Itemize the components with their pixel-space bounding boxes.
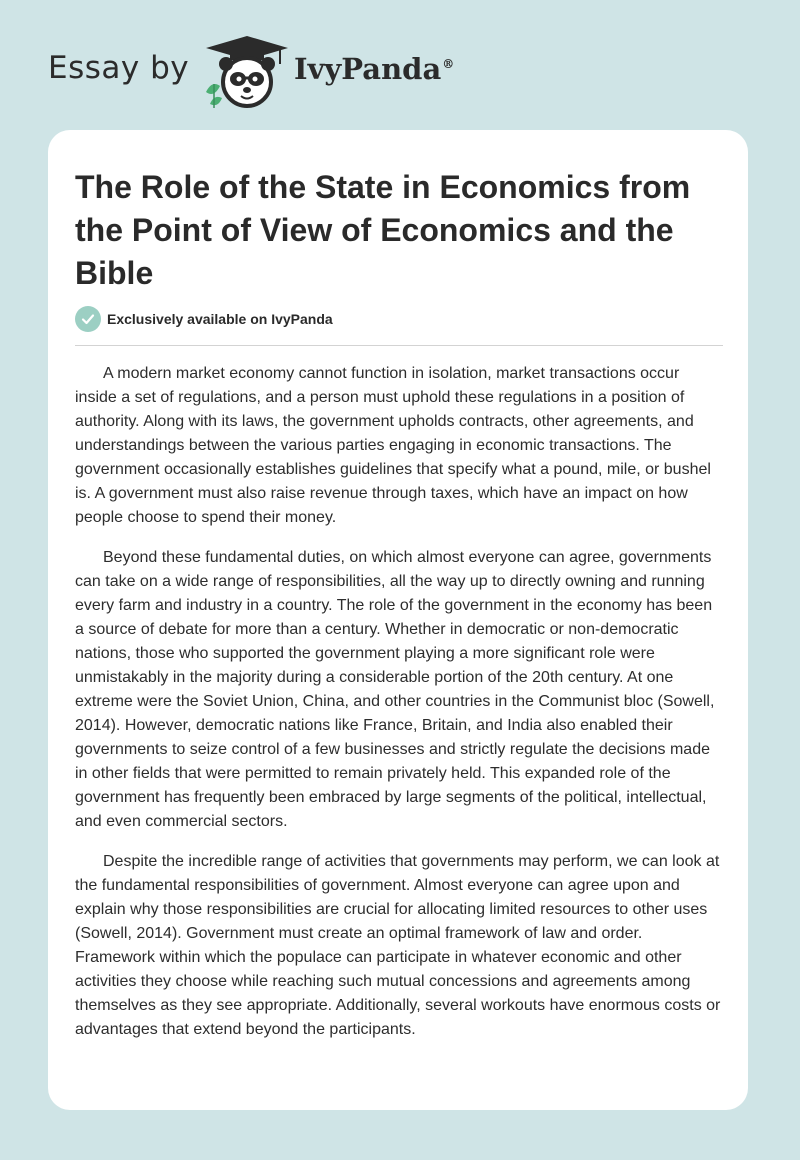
ivypanda-logo-icon[interactable] [200,34,295,110]
essay-title: The Role of the State in Economics from the Point of View of Economics and the Bible [75,169,691,291]
brand-name[interactable] [294,52,454,86]
paragraph-3: Despite the incredible range of activities that governments may perform, we can look at the fundamental responsibilities of government. Almost everyone can agree upon and explain why those responsibilities are crucial for allocating limited resources to other uses (Sowell, 2014). Government must create an optimal framework of law and order. Framework within which the populace can participate in whatever economic and other activities they choose while reaching such mutual concessions and agreements among themselves as they see appropriate. Additionally, several workouts have enormous costs or advantages that extend beyond the participants. [75,853,721,1038]
essay-card [48,130,748,1110]
paragraph-2: Beyond these fundamental duties, on which almost everyone can agree, governments can take on a wide range of responsibilities, all the way up to directly owning and running every farm and industry in a country. The role of the government in the economy has been a source of debate for more than a century. Whether in democratic or non-democratic nations, those who supported the government playing a more significant role were unmistakably in the majority during a considerable portion of the 20th century. At one extreme were the Soviet Union, China, and other countries in the Communist bloc (Sowell, 2014). However, democratic nations like France, Britain, and India also enabled their governments to seize control of a few businesses and strictly regulate the decisions made in other fields that were permitted to remain privately held. This expanded role of the government has frequently been embraced by large segments of the political, intellectual, and even commercial sectors. [75,549,715,830]
brand-label: IvyPanda [294,52,442,86]
exclusive-badge [75,306,333,332]
checkmark-icon [75,306,101,332]
paragraph-1: A modern market economy cannot function in isolation, market transactions occur inside a set of regulations, and a person must uphold these regulations in a position of authority. Along with its laws, the government upholds contracts, other agreements, and understandings between the various parties engaging in economic transactions. The government occasionally establishes guidelines that specify what a pound, mile, or bushel is. A government must also raise revenue through taxes, which have an impact on how people choose to spend their money. [75,365,711,526]
title-divider [75,345,723,346]
exclusive-badge-text: Exclusively available on IvyPanda [107,311,333,327]
registered-mark: ® [442,57,455,72]
essay-by-label: Essay by [48,50,190,86]
site-header [0,0,800,130]
essay-body [75,362,723,1058]
